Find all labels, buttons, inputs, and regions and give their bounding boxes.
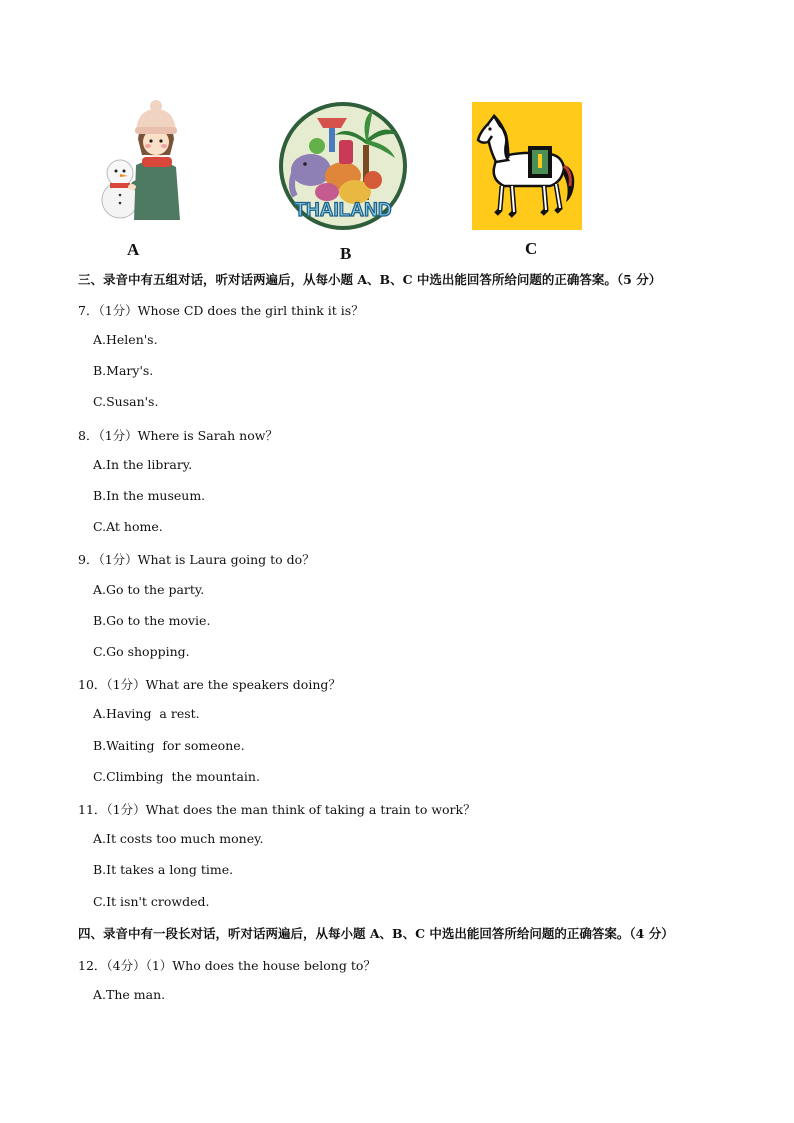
picture-a-label: A	[127, 240, 140, 259]
picture-c	[472, 102, 582, 230]
question-7-option-c[interactable]: C.Susan's.	[93, 394, 159, 409]
picture-a	[98, 95, 190, 225]
question-11-option-c[interactable]: C.It isn't crowded.	[93, 894, 210, 909]
question-10: 10．（1分）What are the speakers doing？	[78, 677, 341, 692]
section-4-heading: 四、录音中有一段长对话，听对话两遍后，从每小题 A、B、C 中选出能回答所给问题的正确答案。（4 分）	[78, 926, 674, 941]
picture-c-label: C	[525, 239, 538, 258]
horse-icon	[472, 102, 582, 230]
picture-b-label: B	[340, 244, 352, 263]
question-9-option-a[interactable]: A.Go to the party.	[93, 582, 205, 597]
question-10-option-a[interactable]: A.Having a rest.	[93, 706, 200, 721]
question-7-option-b[interactable]: B.Mary's.	[93, 363, 154, 378]
question-9-option-c[interactable]: C.Go shopping.	[93, 644, 190, 659]
question-7: 7．（1分）Whose CD does the girl think it is？	[78, 303, 364, 318]
picture-b	[277, 100, 409, 232]
thailand-badge-icon	[277, 100, 409, 232]
thailand-banner-text: THAILAND	[294, 200, 392, 221]
section-3-heading: 三、录音中有五组对话，听对话两遍后，从每小题 A、B、C 中选出能回答所给问题的正确答案。（5 分）	[78, 272, 662, 287]
question-11-option-b[interactable]: B.It takes a long time.	[93, 862, 234, 877]
girl-with-snowman-icon	[98, 95, 190, 225]
question-8: 8．（1分）Where is Sarah now？	[78, 428, 278, 443]
question-8-option-a[interactable]: A.In the library.	[93, 457, 193, 472]
question-9: 9．（1分）What is Laura going to do？	[78, 552, 315, 567]
question-10-option-c[interactable]: C.Climbing the mountain.	[93, 769, 260, 784]
question-9-option-b[interactable]: B.Go to the movie.	[93, 613, 211, 628]
question-11: 11．（1分）What does the man think of taking a train to work？	[78, 802, 476, 817]
question-12-option-a[interactable]: A.The man.	[93, 987, 166, 1002]
question-10-option-b[interactable]: B.Waiting for someone.	[93, 738, 245, 753]
question-8-option-c[interactable]: C.At home.	[93, 519, 163, 534]
question-11-option-a[interactable]: A.It costs too much money.	[93, 831, 264, 846]
question-12: 12．（4分）（1）Who does the house belong to？	[78, 958, 376, 973]
question-7-option-a[interactable]: A.Helen's.	[93, 332, 158, 347]
question-8-option-b[interactable]: B.In the museum.	[93, 488, 206, 503]
